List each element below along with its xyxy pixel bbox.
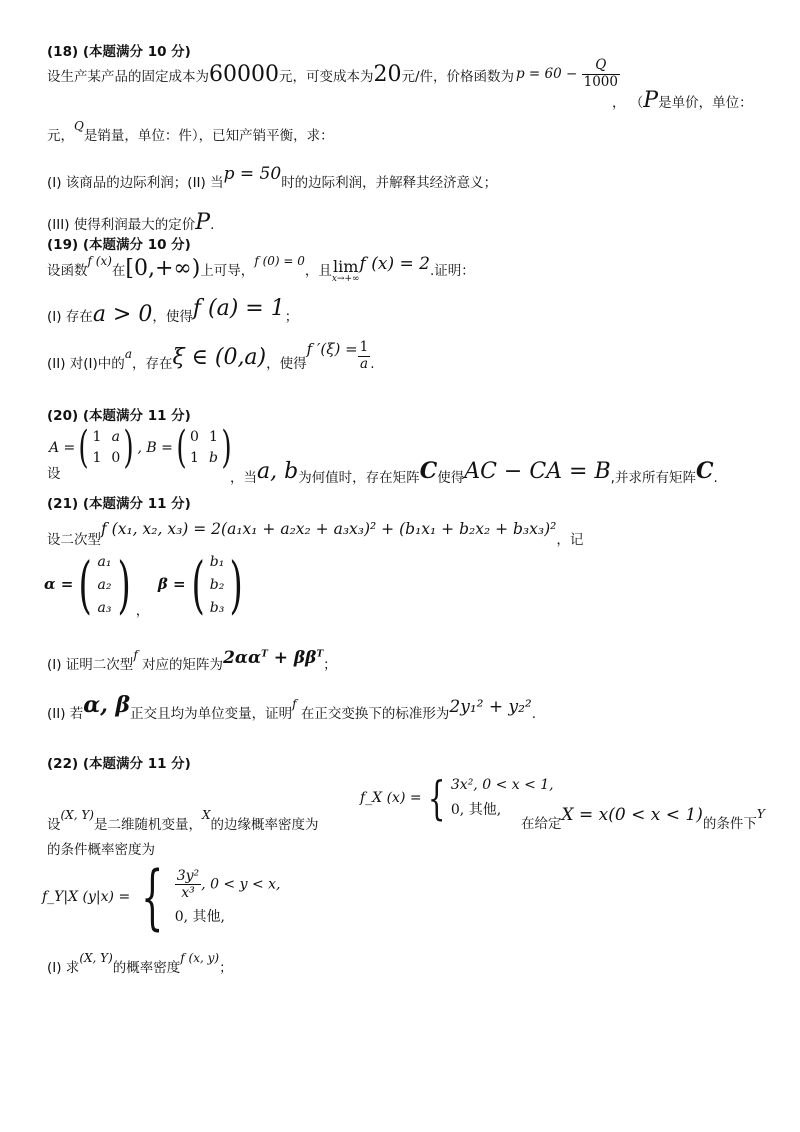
q19-interval: [0,+∞) bbox=[125, 256, 201, 281]
q22-line1-right bbox=[521, 805, 765, 833]
q18-yuan: 元，可变成本为 bbox=[279, 69, 374, 85]
q22-cond-case1-tail: , 0 < y < x, bbox=[201, 876, 281, 893]
q19-p2-text: (II) 对(I)中的 bbox=[47, 356, 125, 373]
q18-part1-text2: 时的边际利润，并解释其经济意义； bbox=[281, 175, 498, 191]
q19-p2-var: a bbox=[124, 347, 132, 362]
q19-p2-deriv: f ′(ξ) = bbox=[306, 340, 358, 359]
q18-q-desc: 是销量，单位：件），已知产销平衡，求： bbox=[83, 128, 334, 144]
q22-p1-xy: (X, Y) bbox=[79, 951, 113, 965]
q21-vectors bbox=[44, 548, 249, 622]
q21-comma: ， bbox=[135, 603, 150, 620]
q19-lim-expr: f (x) = 2 bbox=[359, 254, 430, 274]
q19-p2-xi: ξ ∈ (0,a) bbox=[172, 345, 267, 371]
q18-var-cost: 20 bbox=[373, 62, 402, 87]
q21-title: (21) (本题满分 11 分) bbox=[47, 496, 191, 512]
q20-A-paren-left: ( bbox=[78, 422, 90, 473]
q22-p1-text2: 的概率密度 bbox=[112, 960, 181, 976]
q18-title: (18) (本题满分 10 分) bbox=[47, 44, 191, 60]
q19-p2-den: a bbox=[359, 355, 368, 372]
q21-beta-1: b₁ bbox=[209, 554, 225, 570]
q20-tail bbox=[230, 458, 718, 489]
q18-unit-note bbox=[612, 88, 753, 114]
q18-p-desc: 是单价，单位： bbox=[658, 95, 753, 111]
q21-p1-text2: 对应的矩阵为 bbox=[142, 657, 224, 673]
q19-text-d: ，且 bbox=[304, 263, 332, 279]
q21-beta-vector bbox=[210, 554, 225, 616]
q22-text-a: 是二维随机变量， bbox=[93, 817, 202, 833]
q20-C2: C bbox=[695, 458, 714, 484]
q21-beta-label: β = bbox=[157, 575, 186, 594]
q18-intro: 设生产某产品的固定成本为 bbox=[47, 69, 209, 85]
q21-p2-text2: 正交且均为单位变量，证明 bbox=[130, 706, 293, 722]
q20-B-paren-left: ( bbox=[176, 422, 187, 473]
q18-line2 bbox=[47, 119, 334, 144]
q20-ab: a, b bbox=[257, 459, 299, 484]
q21-p2-f: f bbox=[292, 697, 297, 711]
q20-A-label: A = bbox=[49, 440, 76, 456]
q21-p1-mat-b: + ββ bbox=[273, 648, 317, 668]
q18-part1-cond: p = 50 bbox=[223, 164, 282, 184]
q21-text-a: 设二次型 bbox=[47, 532, 101, 548]
q18-part1 bbox=[47, 164, 498, 192]
q22-p1-text: (I) 求 bbox=[47, 960, 80, 976]
q18-price-left: p = 60 − bbox=[516, 66, 578, 83]
q18-unit-start: 元， bbox=[47, 128, 74, 144]
q19-line1 bbox=[47, 256, 475, 284]
q18-part3-end: . bbox=[210, 217, 215, 233]
q18-part3-text: (III) 使得利润最大的定价 bbox=[47, 217, 196, 233]
q18-part3-var: P bbox=[195, 210, 211, 235]
q20-B-12: 1 bbox=[208, 429, 218, 446]
q21-line1 bbox=[47, 520, 584, 548]
q21-alpha-3: a₃ bbox=[97, 599, 112, 616]
q22-cond-case2: 0, 其他, bbox=[174, 909, 225, 926]
q22-cond-num: 3y² bbox=[176, 868, 200, 885]
q21-beta-paren-right: ) bbox=[229, 548, 244, 622]
q22-fX-case1: 3x², 0 < x < 1, bbox=[450, 777, 554, 794]
q21-alpha-label: α = bbox=[44, 575, 74, 594]
q19-p2-fraction bbox=[358, 340, 371, 372]
q22-text-b: 的边缘概率密度为 bbox=[210, 817, 319, 833]
q20-B-11: 0 bbox=[190, 429, 199, 446]
q21-beta-paren-left: ( bbox=[191, 548, 205, 622]
q22-she: 设 bbox=[47, 817, 61, 833]
q19-part1 bbox=[47, 296, 299, 328]
q21-alpha-1: a₁ bbox=[97, 554, 112, 570]
q21-p1-T1: T bbox=[261, 649, 268, 660]
q22-fX-label: f_X (x) = bbox=[360, 790, 422, 806]
q19-lim-top: lim bbox=[333, 256, 359, 276]
q19-p1-text2: ，使得 bbox=[152, 309, 193, 325]
q20-A-22: 0 bbox=[111, 450, 121, 466]
q20-A-12: a bbox=[111, 429, 121, 446]
q21-p2-text: (II) 若 bbox=[47, 706, 84, 722]
q21-alpha-2: a₂ bbox=[97, 576, 112, 593]
q20-matrices bbox=[49, 422, 235, 473]
q21-beta-3: b₃ bbox=[209, 599, 225, 616]
q22-line2: 的条件概率密度为 bbox=[47, 842, 155, 858]
q21-p2-text3: 在正交变换下的标准形为 bbox=[300, 706, 450, 722]
q20-B-label: , B = bbox=[137, 440, 173, 456]
q19-p2-end: . bbox=[370, 356, 375, 373]
q19-text-e: .证明： bbox=[429, 263, 475, 279]
q18-price-fraction bbox=[582, 58, 620, 90]
q22-Y: Y bbox=[756, 807, 765, 821]
q18-part3 bbox=[47, 210, 214, 236]
q19-text-c: 上可导， bbox=[200, 263, 255, 279]
q21-p2-end: . bbox=[531, 706, 537, 722]
q22-cond-fraction bbox=[175, 868, 201, 901]
q21-p2-form: 2y₁² + y₂² bbox=[449, 697, 532, 717]
q20-text-b: 为何值时，存在矩阵 bbox=[298, 470, 420, 486]
q18-price-num: Q bbox=[582, 58, 620, 75]
q19-p2-text2: ，存在 bbox=[131, 356, 173, 373]
q19-limit bbox=[331, 256, 360, 284]
q19-p1-eq: f (a) = 1 bbox=[192, 296, 285, 321]
q21-text-b: ，记 bbox=[556, 532, 584, 548]
q19-p1-text: (I) 存在 bbox=[47, 309, 93, 325]
q20-text-d: ,并求所有矩阵 bbox=[610, 470, 696, 486]
q20-she: 设 bbox=[47, 466, 61, 482]
q21-p1-text: (I) 证明二次型 bbox=[47, 657, 134, 673]
q22-given: X = x(0 < x < 1) bbox=[561, 805, 703, 825]
q19-p2-text3: ，使得 bbox=[266, 356, 307, 373]
q20-title: (20) (本题满分 11 分) bbox=[47, 408, 191, 424]
q20-eq: AC − CA = B bbox=[464, 459, 611, 484]
q18-p-var: P bbox=[643, 88, 659, 113]
q19-text-a: 设函数 bbox=[47, 263, 88, 279]
q19-text-b: 在 bbox=[111, 263, 126, 279]
q22-title: (22) (本题满分 11 分) bbox=[47, 756, 191, 772]
q18-price-den: 1000 bbox=[583, 73, 618, 90]
q22-fX-case2: 0, 其他, bbox=[450, 802, 502, 818]
q19-part2 bbox=[47, 339, 375, 380]
q18-yuan-per: 元/件，价格函数为 bbox=[401, 69, 515, 85]
q20-A-21: 1 bbox=[92, 450, 102, 466]
q20-B-22: b bbox=[208, 450, 218, 466]
q18-part1-text: (I) 该商品的边际利润；(II) 当 bbox=[47, 175, 224, 191]
q22-cond-case1 bbox=[175, 868, 281, 901]
q22-cond-den: x³ bbox=[181, 885, 195, 902]
q18-line1 bbox=[47, 62, 514, 88]
q20-A-11: 1 bbox=[92, 429, 102, 446]
q22-p1-fxy: f (x, y) bbox=[180, 951, 220, 965]
q20-end: . bbox=[713, 470, 718, 486]
q22-text-d: 的条件下 bbox=[702, 816, 757, 832]
q21-p1-T2: T bbox=[316, 649, 324, 660]
q21-p1-mat-a: 2αα bbox=[223, 648, 262, 668]
q20-C: C bbox=[419, 458, 438, 484]
q19-f0: f (0) = 0 bbox=[254, 254, 305, 268]
q18-q-var: Q bbox=[74, 119, 84, 133]
q20-A-paren-right: ) bbox=[123, 422, 135, 473]
q20-B-paren-right: ) bbox=[221, 422, 232, 473]
q20-text-a: ，当 bbox=[230, 470, 257, 486]
q22-text-c: 在给定 bbox=[521, 816, 562, 832]
q22-cond-cases bbox=[175, 868, 281, 926]
q21-part1 bbox=[47, 648, 337, 674]
q21-beta-2: b₂ bbox=[209, 576, 225, 593]
q20-B-21: 1 bbox=[190, 450, 199, 466]
q21-p2-ab: α, β bbox=[83, 692, 131, 718]
q18-fixed-cost: 60000 bbox=[209, 62, 279, 87]
q22-conditional-density bbox=[42, 856, 281, 938]
q22-cond-label: f_Y|X (y|x) = bbox=[42, 889, 131, 905]
q22-xy: (X, Y) bbox=[60, 808, 94, 822]
q21-alpha-paren-right: ) bbox=[116, 548, 131, 622]
q21-quadratic-form: f (x₁, x₂, x₃) = 2(a₁x₁ + a₂x₂ + a₃x₃)² + (b₁x₁ + b₂x₂ + b₃x₃)² bbox=[101, 520, 557, 538]
q19-lim-bot: x→+∞ bbox=[331, 273, 360, 284]
q21-p1-end: ； bbox=[323, 657, 337, 673]
q18-price-function bbox=[516, 58, 620, 90]
q21-p1-f: f bbox=[133, 648, 138, 662]
q20-matrix-B bbox=[190, 429, 218, 467]
q19-title: (19) (本题满分 10 分) bbox=[47, 237, 191, 253]
q22-line1-left bbox=[47, 808, 319, 833]
q22-cond-brace: { bbox=[141, 856, 164, 938]
q21-alpha-vector bbox=[98, 554, 112, 616]
q19-fx: f (x) bbox=[87, 254, 112, 268]
q19-p2-num: 1 bbox=[359, 339, 369, 355]
q22-X: X bbox=[201, 808, 211, 822]
q19-p1-end: ； bbox=[284, 309, 299, 325]
q22-part1 bbox=[47, 951, 233, 976]
q21-part2 bbox=[47, 692, 537, 724]
q18-paren-open: ， （ bbox=[612, 95, 644, 111]
q20-matrix-A bbox=[92, 429, 120, 467]
q21-p1-matrix bbox=[223, 648, 323, 668]
q21-alpha-paren-left: ( bbox=[78, 548, 93, 622]
q22-p1-end: ； bbox=[219, 960, 233, 976]
q20-text-c: 使得 bbox=[437, 470, 465, 486]
q22-fX-brace: { bbox=[427, 771, 446, 825]
q19-p1-cond: a > 0 bbox=[92, 302, 153, 327]
